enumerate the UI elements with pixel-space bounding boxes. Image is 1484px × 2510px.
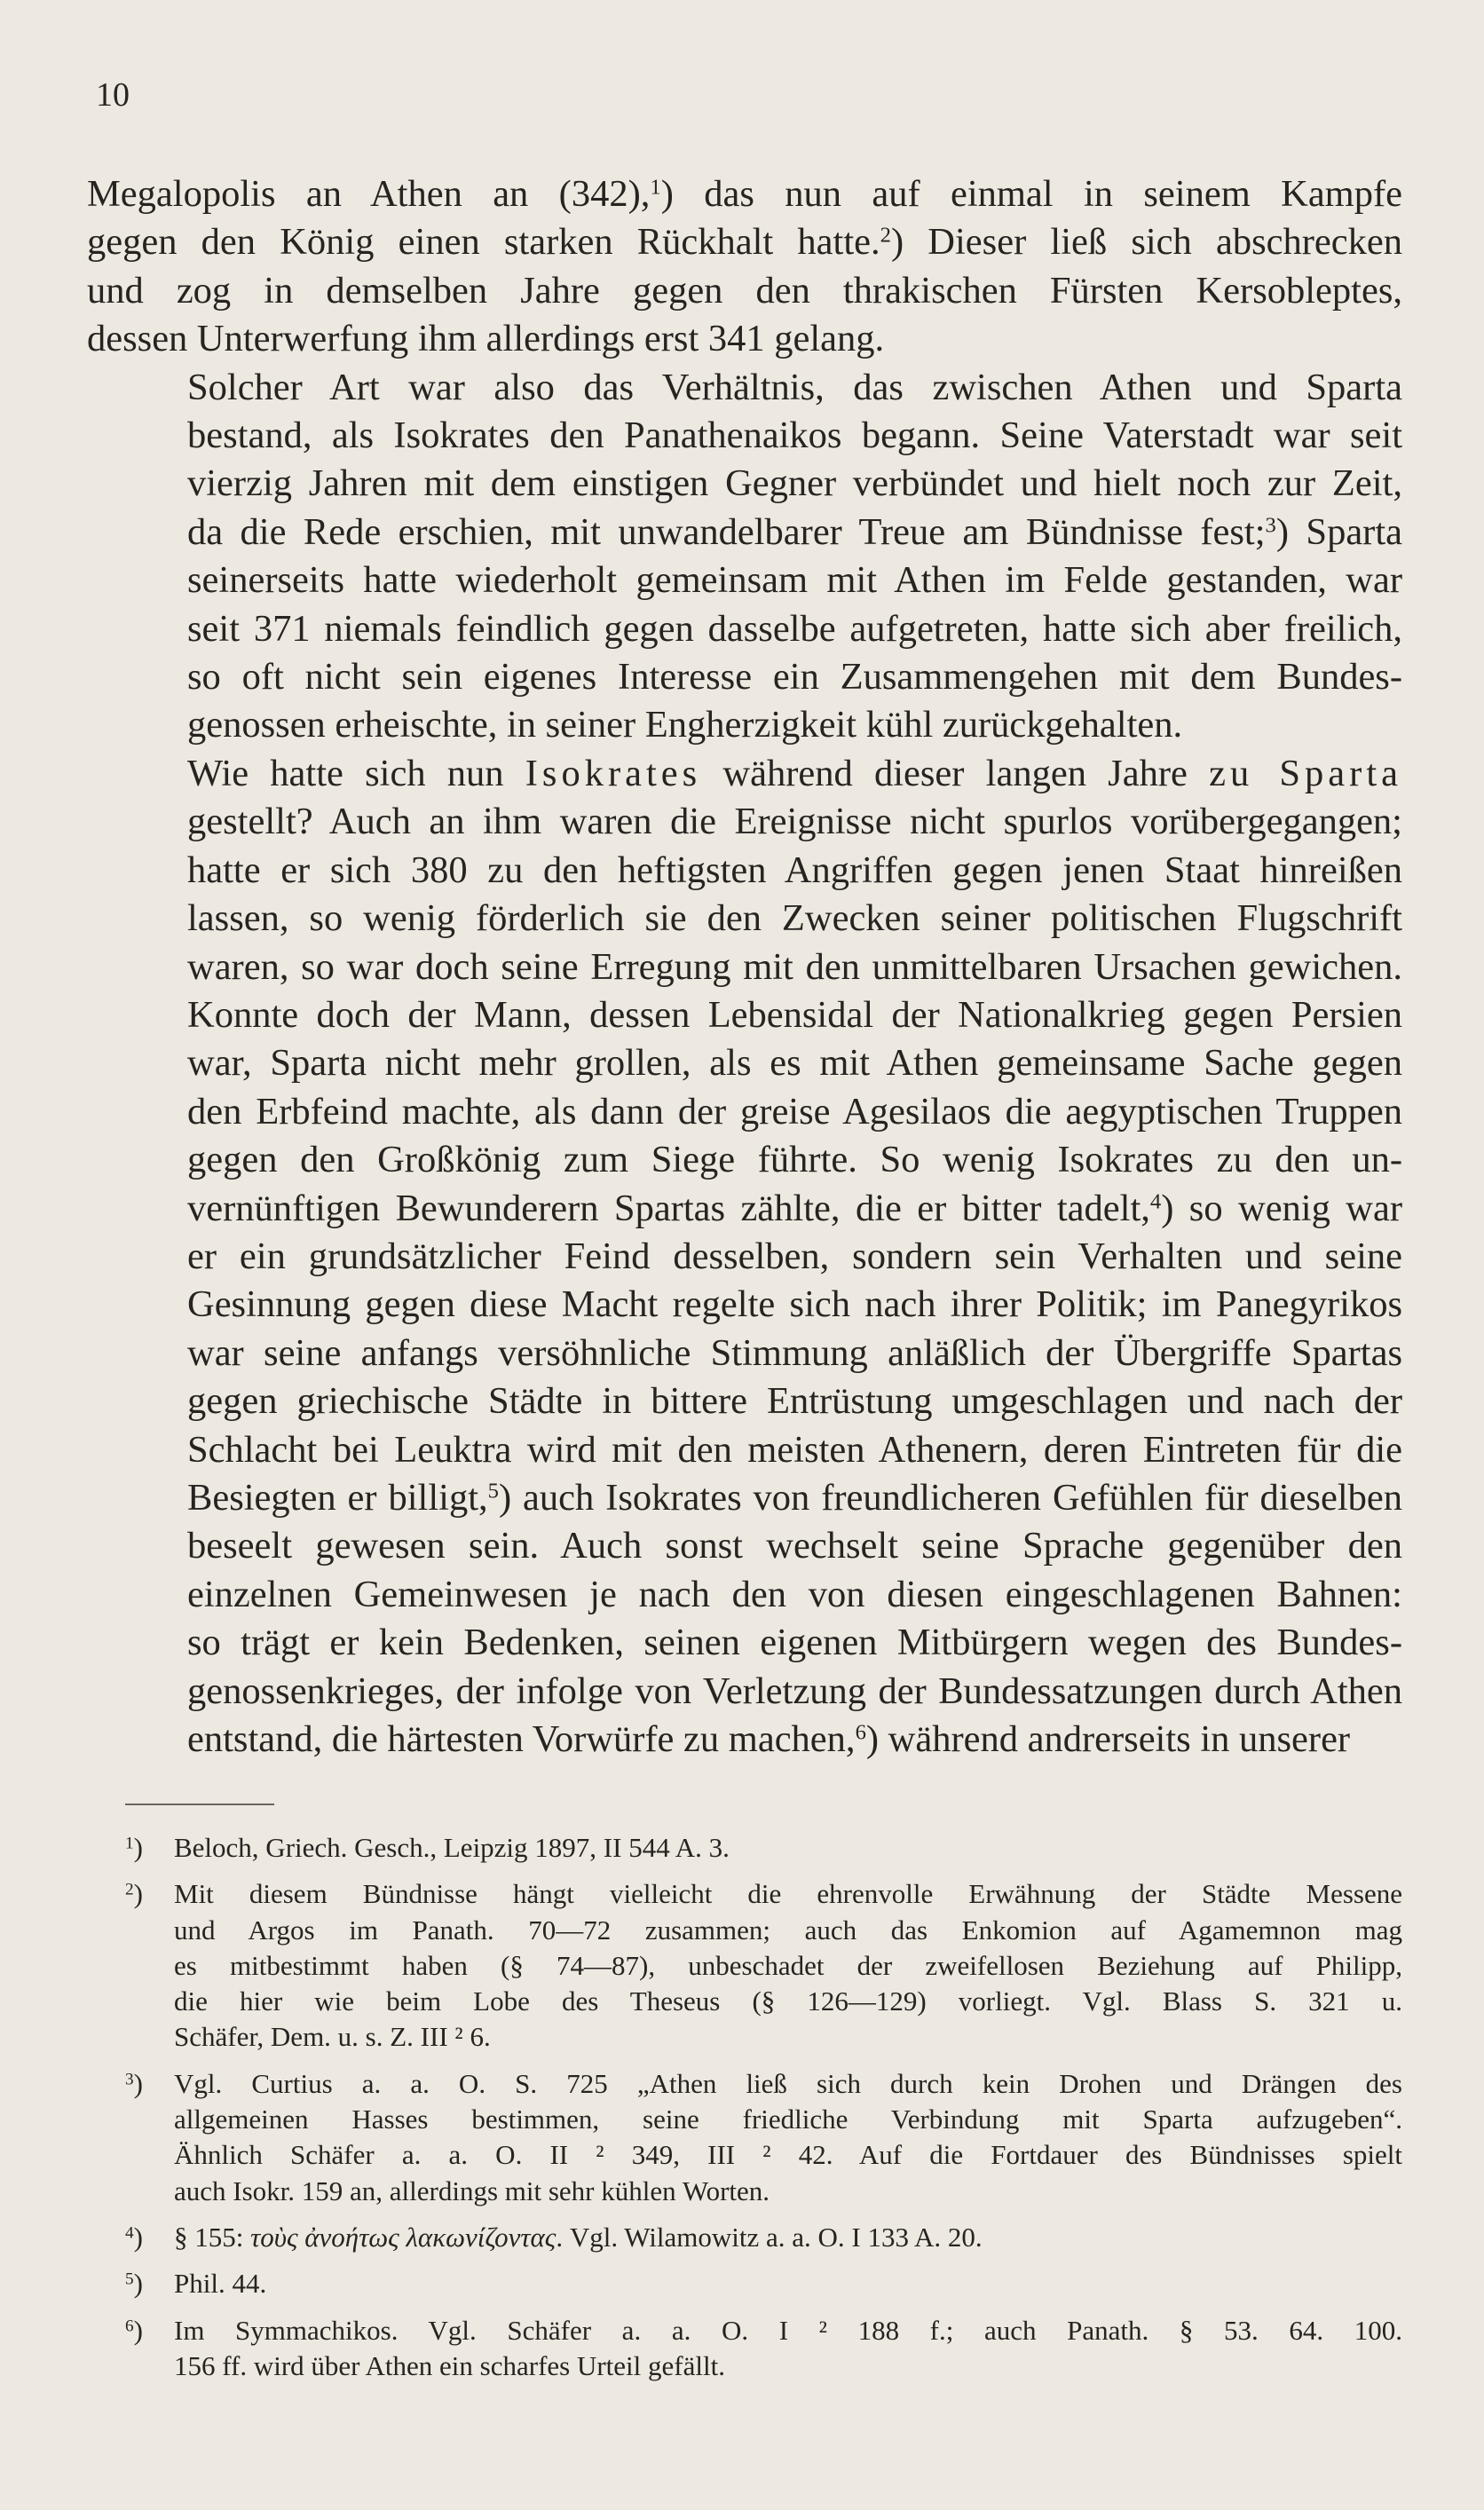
text-line: seit 371 niemals feindlich gegen dasselbe aufgetreten, hatte sich aber freilich, [187, 607, 1402, 650]
footnote-line: es mitbestimmt haben (§ 74—87), unbeschadet der zweifellosen Beziehung auf Philipp, [174, 1949, 1402, 1981]
footnotes [125, 1830, 1402, 2395]
text-line: gegen den Großkönig zum Siege führte. So wenig Isokrates zu den un- [187, 1139, 1402, 1181]
footnote-line: Phil. 44. [174, 2268, 267, 2300]
text-line: so oft nicht sein eigenes Interesse ein Zusammengehen mit dem Bundes- [187, 656, 1402, 699]
footnote-line: Im Symmachikos. Vgl. Schäfer a. a. O. I ² 188 f.; auch Panath. § 53. 64. 100. [174, 2314, 1402, 2346]
text-line: gegen griechische Städte in bittere Entrüstung umgeschlagen und nach der [187, 1380, 1402, 1423]
footnote-mark: $^1$) [125, 1832, 143, 1863]
footnote-line: Beloch, Griech. Gesch., Leipzig 1897, II 544 A. 3. [174, 1832, 730, 1863]
footnote-line: die hier wie beim Lobe des Theseus (§ 126—129) vorliegt. Vgl. Blass S. 321 u. [174, 1985, 1402, 2017]
footnote-line: Vgl. Curtius a. a. O. S. 725 „Athen ließ sich durch kein Drohen und Drängen des [174, 2067, 1402, 2099]
page-number: 10 [96, 76, 130, 114]
footnote [125, 2220, 1402, 2255]
text-line: gegen den König einen starken Rückhalt hatte.$^2$) Dieser ließ sich abschrecken [87, 221, 1402, 264]
footnote [125, 2313, 1402, 2385]
text-line: lassen, so wenig förderlich sie den Zwecken seiner politischen Flugschrift [187, 897, 1402, 940]
text-line: Schlacht bei Leuktra wird mit den meisten Athenern, deren Eintreten für die [187, 1428, 1402, 1471]
text-line: vernünftigen Bewunderern Spartas zählte, die er bitter tadelt,$^4$) so wenig war [187, 1187, 1402, 1229]
text-line: Wie hatte sich nun Isokrates während dieser langen Jahre zu Sparta [187, 752, 1402, 794]
text-line: Solcher Art war also das Verhältnis, das zwischen Athen und Sparta [187, 366, 1402, 408]
footnote-line: allgemeinen Hasses bestimmen, seine friedliche Verbindung mit Sparta aufzugeben“. [174, 2104, 1402, 2135]
text-line: genossenkrieges, der infolge von Verletzung der Bundessatzungen durch Athen [187, 1669, 1402, 1712]
footnote-mark: $^3$) [125, 2067, 143, 2099]
text-line: einzelnen Gemeinwesen je nach den von diesen eingeschlagenen Bahnen: [187, 1573, 1402, 1615]
footnote [125, 2266, 1402, 2301]
footnote-mark: $^4$) [125, 2221, 143, 2253]
footnote [125, 1876, 1402, 2055]
footnote-line: und Argos im Panath. 70—72 zusammen; auch das Enkomion auf Agamemnon mag [174, 1914, 1402, 1946]
footnote [125, 2066, 1402, 2209]
text-line: den Erbfeind machte, als dann der greise Agesilaos die aegyptischen Truppen [187, 1090, 1402, 1133]
text-line: entstand, die härtesten Vorwürfe zu machen,$^6$) während andrerseits in unserer [187, 1718, 1351, 1760]
footnote-divider [125, 1804, 274, 1805]
text-line: vierzig Jahren mit dem einstigen Gegner verbündet und hielt noch zur Zeit, [187, 462, 1402, 505]
text-line: bestand, als Isokrates den Panathenaikos begann. Seine Vaterstadt war seit [187, 414, 1402, 457]
footnote-line: Schäfer, Dem. u. s. Z. III ² 6. [174, 2021, 491, 2053]
text-line: war seine anfangs versöhnliche Stimmung anläßlich der Übergriffe Spartas [187, 1331, 1402, 1374]
text-line: dessen Unterwerfung ihm allerdings erst 341 gelang. [87, 318, 885, 360]
text-line: und zog in demselben Jahre gegen den thrakischen Fürsten Kersobleptes, [87, 269, 1402, 312]
text-line: gestellt? Auch an ihm waren die Ereignisse nicht spurlos vorübergegangen; [187, 801, 1402, 843]
text-line: Gesinnung gegen diese Macht regelte sich nach ihrer Politik; im Panegyrikos [187, 1283, 1402, 1326]
text-line: genossen erheischte, in seiner Engherzigkeit kühl zurückgehalten. [187, 704, 1183, 746]
footnote-line: Ähnlich Schäfer a. a. O. II ² 349, III ² 42. Auf die Fortdauer des Bündnisses spielt [174, 2139, 1402, 2171]
footnote-line: auch Isokr. 159 an, allerdings mit sehr kühlen Worten. [174, 2175, 770, 2206]
footnote-line: 156 ff. wird über Athen ein scharfes Urteil gefällt. [174, 2349, 725, 2381]
footnote-mark: $^2$) [125, 1878, 143, 1910]
body-text [87, 170, 1402, 1764]
text-line: beseelt gewesen sein. Auch sonst wechselt seine Sprache gegenüber den [187, 1525, 1402, 1567]
text-line: hatte er sich 380 zu den heftigsten Angriffen gegen jenen Staat hinreißen [187, 849, 1402, 891]
footnote-line: Mit diesem Bündnisse hängt vielleicht die ehrenvolle Erwähnung der Städte Messene [174, 1878, 1402, 1910]
paragraph [87, 364, 1402, 750]
text-line: Besiegten er billigt,$^5$) auch Isokrates von freundlicheren Gefühlen für dieselben [187, 1476, 1402, 1519]
paragraph [87, 750, 1402, 1764]
text-line: da die Rede erschien, mit unwandelbarer Treue am Bündnisse fest;$^3$) Sparta [187, 510, 1403, 553]
footnote-line: § 155: τοὺς ἀνοήτως λακωνίζοντας. Vgl. Wilamowitz a. a. O. I 133 A. 20. [174, 2221, 983, 2253]
text-line: seinerseits hatte wiederholt gemeinsam mit Athen im Felde gestanden, war [187, 559, 1402, 602]
text-line: waren, so war doch seine Erregung mit den unmittelbaren Ursachen gewichen. [187, 945, 1402, 988]
text-line: war, Sparta nicht mehr grollen, als es mit Athen gemeinsame Sache gegen [187, 1042, 1402, 1085]
footnote [125, 1830, 1402, 1866]
footnote-mark: $^6$) [125, 2314, 143, 2346]
text-line: er ein grundsätzlicher Feind desselben, sondern sein Verhalten und seine [187, 1235, 1402, 1277]
text-line: Megalopolis an Athen an (342),$^1$) das nun auf einmal in seinem Kampfe [87, 173, 1403, 215]
text-line: Konnte doch der Mann, dessen Lebensidal der Nationalkrieg gegen Persien [187, 993, 1402, 1036]
footnote-mark: $^5$) [125, 2268, 143, 2300]
paragraph [87, 170, 1402, 364]
text-line: so trägt er kein Bedenken, seinen eigenen Mitbürgern wegen des Bundes- [187, 1622, 1402, 1664]
